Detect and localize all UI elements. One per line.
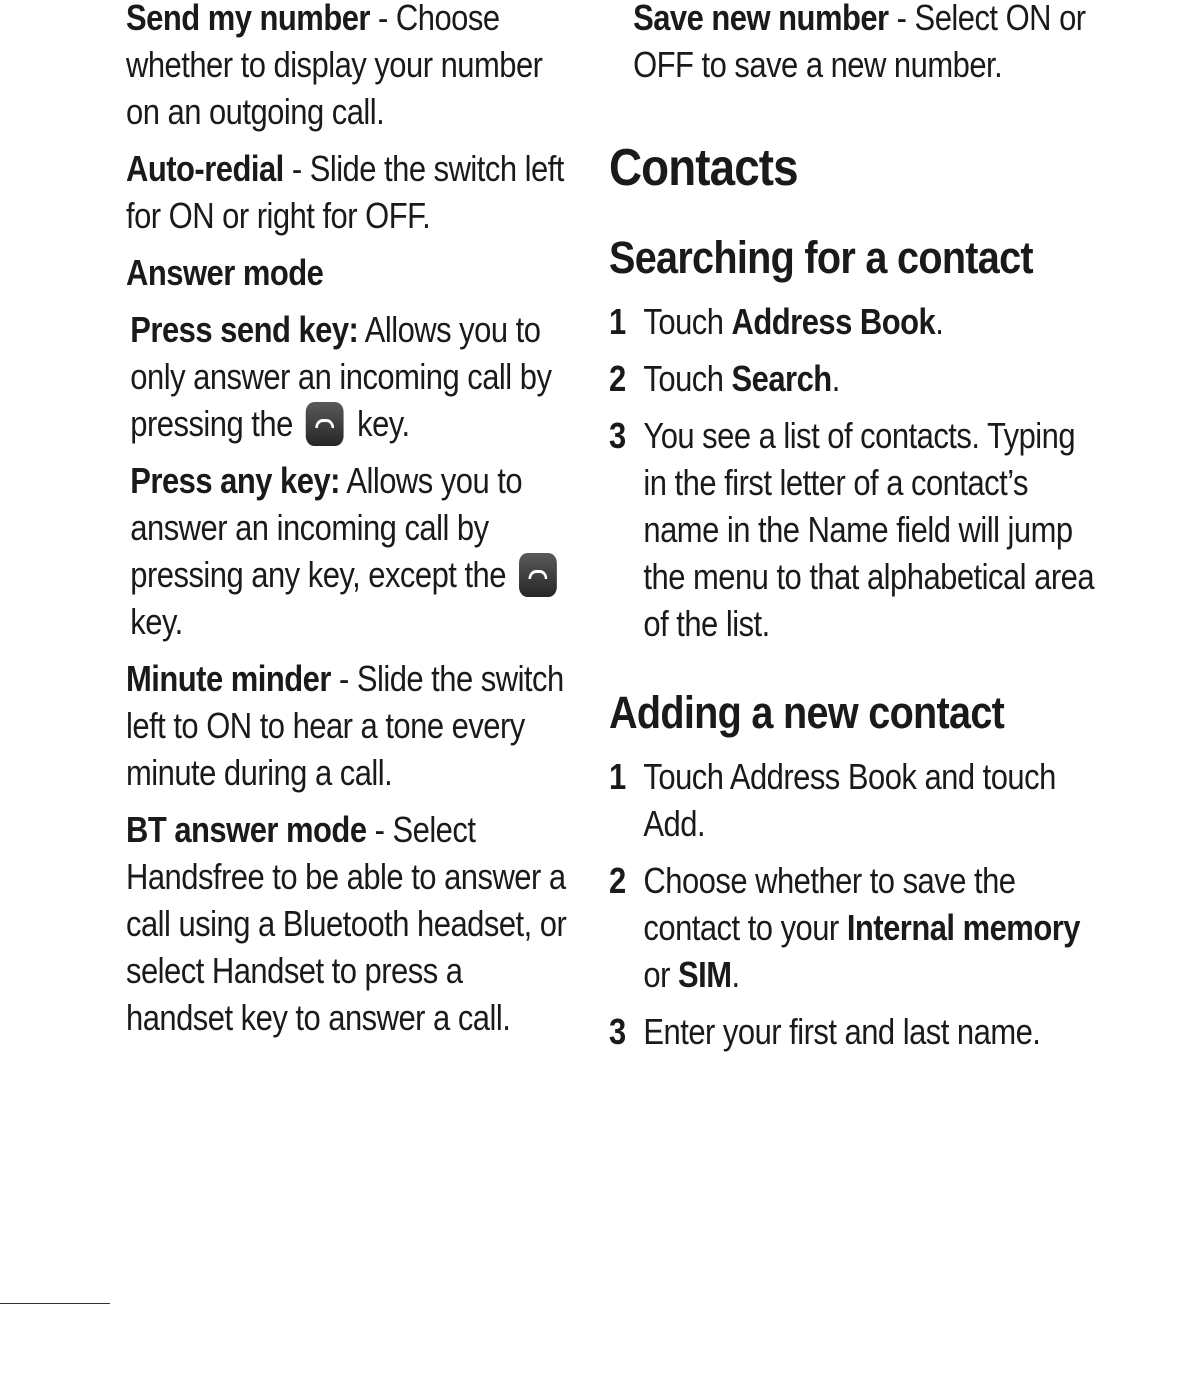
bt-answer-mode-item: [126, 806, 570, 1041]
press-send-key-desc: Allows you to only answer an incoming call by pressing the: [130, 309, 552, 444]
bt-answer-mode-term: BT answer mode: [126, 809, 367, 850]
step-number: 1: [609, 301, 626, 342]
step-text: Touch: [643, 358, 732, 399]
list-item: [609, 355, 1102, 402]
step-number: 3: [609, 1011, 626, 1052]
step-text-mid: or: [643, 954, 678, 995]
step-bold: Address Book: [731, 301, 936, 342]
answer-mode-heading: [126, 249, 570, 296]
list-item: [609, 298, 1102, 345]
send-my-number-term: Send my number: [126, 0, 370, 38]
auto-redial-term: Auto-redial: [126, 148, 284, 189]
step-bold-2: SIM: [677, 954, 732, 995]
list-item: [609, 412, 1102, 647]
step-text: Touch: [643, 301, 732, 342]
list-item: [609, 1008, 1102, 1055]
minute-minder-item: [126, 655, 570, 796]
searching-heading: Searching for a contact: [609, 232, 1033, 283]
right-column: [609, 0, 1095, 1055]
save-new-number-item: [609, 0, 1092, 88]
press-any-key-term: Press any key:: [130, 460, 340, 501]
step-text-end: .: [831, 358, 840, 399]
step-text: Touch Address Book and touch Add.: [643, 756, 1056, 844]
step-text: Enter your first and last name.: [643, 1011, 1041, 1052]
bt-answer-mode-desc: - Select Handsfree to be able to answer a call using a Bluetooth headset, or select Handset to press a handset key to answer a call.: [126, 809, 567, 1038]
step-number: 1: [609, 756, 626, 797]
step-number: 2: [609, 860, 626, 901]
save-new-number-term: Save new number: [633, 0, 889, 38]
answer-mode-heading-text: Answer mode: [126, 252, 324, 293]
press-any-key-item: [126, 457, 574, 645]
list-item: [609, 753, 1102, 847]
press-any-key-desc-end: key.: [130, 601, 183, 642]
press-any-key-desc: Allows you to answer an incoming call by pressing any key, except the: [130, 460, 523, 595]
send-my-number-item: [126, 0, 570, 135]
end-key-icon: [519, 553, 557, 597]
step-number: 2: [609, 358, 626, 399]
send-my-number-desc: - Choose whether to display your number on an outgoing call.: [126, 0, 543, 132]
minute-minder-desc: - Slide the switch left to ON to hear a tone every minute during a call.: [126, 658, 564, 793]
step-bold: Internal memory: [846, 907, 1080, 948]
save-new-number-desc: - Select ON or OFF to save a new number.: [633, 0, 1086, 85]
list-item: [609, 857, 1102, 998]
step-text: Choose whether to save the contact to your: [643, 860, 1016, 948]
step-bold: Search: [731, 358, 832, 399]
auto-redial-desc: - Slide the switch left for ON or right for OFF.: [126, 148, 564, 236]
left-column: [126, 0, 571, 1041]
step-text-end: .: [731, 954, 740, 995]
press-send-key-term: Press send key:: [130, 309, 359, 350]
adding-heading: Adding a new contact: [609, 687, 1005, 738]
send-key-icon: [306, 402, 344, 446]
step-number: 3: [609, 415, 626, 456]
press-send-key-item: [126, 306, 574, 447]
press-send-key-desc-end: key.: [349, 403, 410, 444]
step-text-end: .: [935, 301, 944, 342]
footer-rule: [0, 1303, 110, 1304]
step-text: You see a list of contacts. Typing in the first letter of a contact’s name in the Name field will jump the menu to that alphabetical area of the list.: [643, 415, 1095, 644]
searching-steps: [609, 298, 1095, 647]
minute-minder-term: Minute minder: [126, 658, 331, 699]
auto-redial-item: [126, 145, 570, 239]
adding-steps: [609, 753, 1080, 1055]
contacts-title: Contacts: [609, 139, 798, 197]
